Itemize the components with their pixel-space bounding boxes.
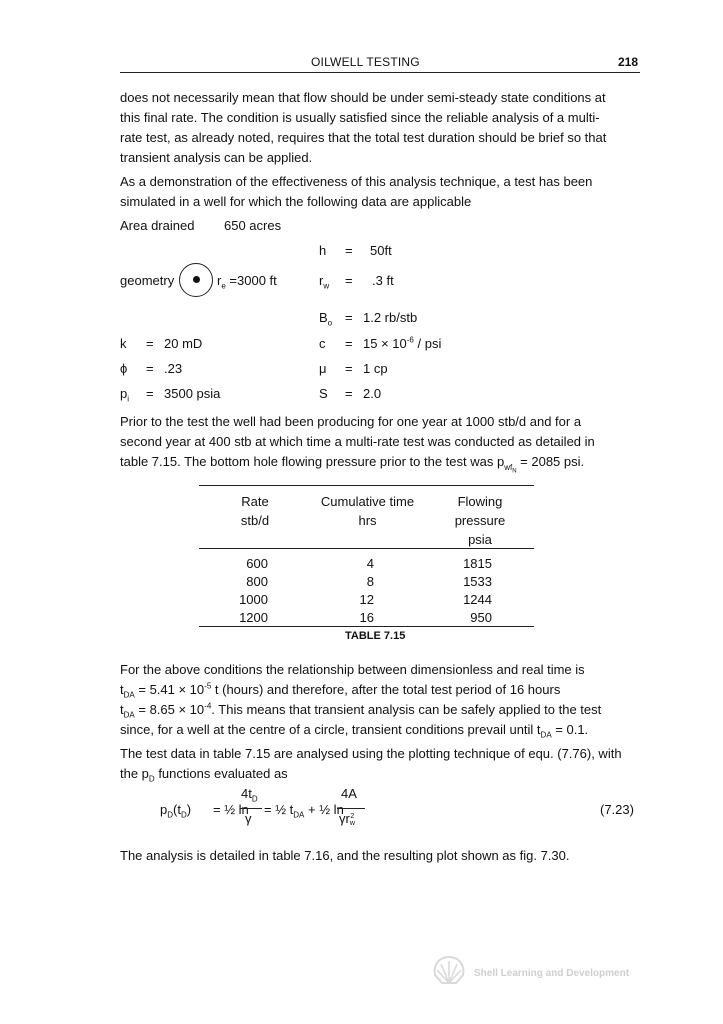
well-dot-icon (193, 276, 200, 283)
re-value: $r_e =3000$ ft (217, 273, 277, 291)
table-cell: 1244 (463, 592, 492, 607)
table-cell: 600 (246, 556, 268, 571)
equation-term-2: = ½ $t_{DA}$ + ½ ln (264, 802, 344, 820)
text-line: the $p_D$ functions evaluated as (120, 766, 288, 784)
text-line: As a demonstration of the effectiveness of this analysis technique, a test has been (120, 174, 593, 189)
text-line: second year at 400 stb at which time a multi-rate test was conducted as detailed in (120, 434, 595, 449)
table-cell: 8 (366, 574, 374, 589)
text-line: table 7.15. The bottom hole flowing pressure prior to the test was $p_{wf_N} = 2085$ psi. (120, 454, 585, 475)
rw-value: .3 ft (372, 273, 394, 288)
fraction-bar (240, 808, 262, 809)
equals-sign: = (345, 336, 353, 351)
s-symbol: S (319, 386, 328, 401)
h-value: 50ft (370, 243, 392, 258)
equals-sign: = (345, 386, 353, 401)
equals-sign: = (345, 243, 353, 258)
table-cell: 1815 (463, 556, 492, 571)
table-header-rate: Rate stb/d (240, 494, 270, 528)
paragraph-4 (120, 660, 640, 740)
text-line: since, for a well at the centre of a circle, transient conditions prevail until $t_{DA} = 0.1$. (120, 722, 589, 740)
pi-value: 3500 psia (164, 386, 221, 401)
text-line: simulated in a well for which the following data are applicable (120, 194, 472, 209)
geometry-label: geometry (120, 273, 175, 288)
table-cell: 1200 (239, 610, 268, 625)
phi-value: .23 (164, 361, 183, 376)
paragraph-1 (120, 88, 640, 168)
equals-sign: = (146, 336, 154, 351)
table-cell: 1000 (239, 592, 268, 607)
s-value: 2.0 (363, 386, 382, 401)
table-header-time: Cumulative time hrs (320, 494, 415, 528)
text-line: For the above conditions the relationship between dimensionless and real time is (120, 662, 585, 677)
paragraph-5 (120, 744, 640, 784)
table-header-rule (199, 548, 534, 549)
equation-term-1: = ½ ln (213, 802, 249, 817)
equals-sign: = (146, 361, 154, 376)
phi-symbol: ϕ (120, 361, 128, 376)
page-header-title: OILWELL TESTING (311, 55, 420, 69)
text-line: $t_{DA} = 8.65 \times 10^{-4}$. This means that transient analysis can be safely applied to the test (120, 701, 602, 720)
h-symbol: h (319, 243, 327, 258)
equation-number: (7.23) (600, 802, 634, 817)
table-cell: 800 (246, 574, 268, 589)
area-drained-label: Area drained (120, 218, 195, 233)
text-line: this final rate. The condition is usually satisfied since the reliable analysis of a multi- (120, 110, 600, 125)
table-cell: 950 (470, 610, 492, 625)
text-line: does not necessarily mean that flow should be under semi-steady state conditions at (120, 90, 606, 105)
k-value: 20 mD (164, 336, 203, 351)
text-line: The analysis is detailed in table 7.16, and the resulting plot shown as fig. 7.30. (120, 848, 570, 863)
equals-sign: = (345, 361, 353, 376)
mu-value: 1 cp (363, 361, 388, 376)
area-drained-value: 650 acres (224, 218, 282, 233)
paragraph-6 (120, 846, 640, 866)
pi-symbol: $p_i$ (120, 386, 130, 404)
table-caption: TABLE 7.15 (345, 630, 406, 642)
equals-sign: = (345, 310, 353, 325)
table-header-pressure: Flowing pressure psia (454, 494, 506, 547)
paragraph-3 (120, 412, 640, 475)
text-line: transient analysis can be applied. (120, 150, 313, 165)
table-cell: 1533 (463, 574, 492, 589)
equation-numerator-1: $4t_D$ (241, 786, 258, 804)
table-cell: 4 (366, 556, 374, 571)
equation-denominator-2: γr 2 w (339, 811, 355, 827)
table-bottom-rule (199, 626, 534, 627)
table-cell: 12 (359, 592, 374, 607)
mu-symbol: μ (319, 361, 327, 376)
k-symbol: k (120, 336, 127, 351)
bo-value: 1.2 rb/stb (363, 310, 418, 325)
text-line: Prior to the test the well had been producing for one year at 1000 stb/d and for a (120, 414, 582, 429)
footer-text: Shell Learning and Development (474, 968, 630, 979)
equation-numerator-2: 4A (341, 786, 357, 801)
rw-symbol: $r_w$ (319, 273, 330, 291)
shell-logo-icon (431, 955, 467, 987)
equation-denominator-1: γ (245, 811, 252, 826)
header-rule (120, 72, 640, 73)
text-line: $t_{DA} = 5.41 \times 10^{-5}$ t (hours) and therefore, after the total test period of 16 hours (120, 681, 561, 700)
equation-lhs: $p_D(t_D)$ (160, 802, 192, 820)
text-line: rate test, as already noted, requires that the total test duration should be brief so that (120, 130, 607, 145)
table-cell: 16 (359, 610, 374, 625)
equals-sign: = (345, 273, 353, 288)
c-symbol: c (319, 336, 326, 351)
c-value: $15 \times 10^{-6}$ / psi (363, 335, 442, 351)
page-number: 218 (618, 55, 639, 69)
table-top-rule (199, 485, 534, 486)
bo-symbol: $B_o$ (319, 310, 333, 328)
text-line: The test data in table 7.15 are analysed using the plotting technique of equ. (7.76), with (120, 746, 622, 761)
fraction-bar (337, 808, 365, 809)
paragraph-2 (120, 172, 640, 212)
equals-sign: = (146, 386, 154, 401)
